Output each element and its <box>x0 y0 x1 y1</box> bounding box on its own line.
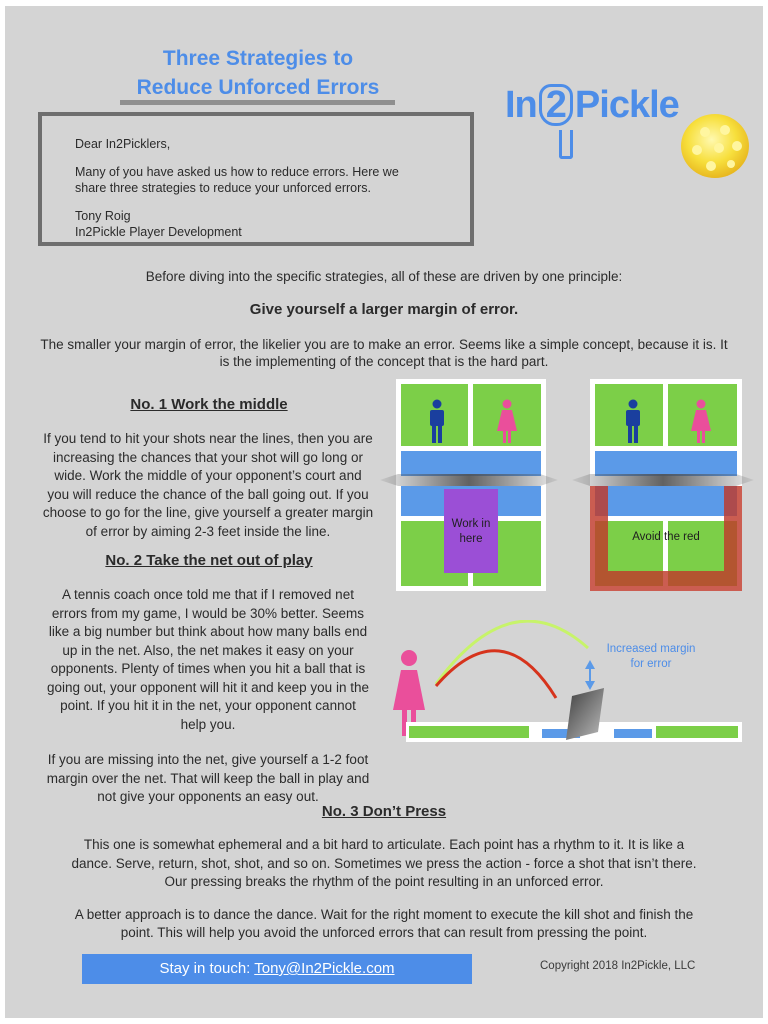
strategy-2-line: errors from my game, I would be 30% better. Seems <box>51 605 365 621</box>
page-title <box>100 44 416 102</box>
net-bar-right <box>572 474 754 486</box>
bad-shot-arc <box>436 651 556 698</box>
strategy-3-line: Our pressing breaks the rhythm of the point resulting in an unforced error. <box>164 874 604 889</box>
strategy-2-line: up in the net. Also, the net makes it easy on your <box>62 642 354 658</box>
strategy-2-line: help you. <box>180 716 236 732</box>
strategy-2-line: opponents. Plenty of times when you hit a ball that is <box>50 661 366 676</box>
logo-text-two: 2 <box>539 84 573 126</box>
strategy-3-heading: No. 3 Don’t Press <box>321 803 447 820</box>
letter-signature-name: Tony Roig <box>75 209 131 223</box>
strategy-1-line: choose to go for the line, give yourself a greater margin <box>42 505 374 520</box>
strategy-3-line: This one is somewhat ephemeral and a bit hard to articulate. Each point has a rhythm to it. It is like a <box>83 837 685 852</box>
target-zone-label-line-1: Work in <box>451 518 491 530</box>
strategy-1-line: of error by aiming 2-3 feet inside the line. <box>85 523 331 539</box>
title-line-2: Reduce Unforced Errors <box>136 76 380 99</box>
strategy-1-line: If you tend to hit your shots near the lines, then you are <box>43 431 373 446</box>
letter-body-line-2: share three strategies to reduce your unforced errors. <box>75 181 371 195</box>
paddle-handle-icon <box>559 130 573 159</box>
letter-box <box>38 112 474 246</box>
strategy-1-text <box>6 430 410 541</box>
title-line-1: Three Strategies to <box>162 47 354 70</box>
strategy-1-line: increasing the chances that your shot will go long or <box>53 449 363 465</box>
good-shot-arc <box>436 621 588 684</box>
male-player-icon <box>622 399 644 445</box>
strategy-3-line: A better approach is to dance the dance. Wait for the right moment to execute the kill shot and finish the <box>74 906 694 922</box>
net-side-icon <box>564 686 606 742</box>
male-player-icon <box>426 399 448 445</box>
logo-text-in: In <box>505 84 537 126</box>
female-player-icon <box>496 399 518 445</box>
principle-heading: Give yourself a larger margin of error. <box>249 301 519 318</box>
avoid-zone-baseline <box>608 571 724 591</box>
strategy-2-line: A tennis coach once told me that if I removed net <box>62 587 354 602</box>
strategy-3-line: dance. Serve, return, shot, shot, and so on. Sometimes we press the action - force a shot that isn’t there. <box>71 855 697 871</box>
margin-label-line-1: Increased margin <box>606 643 696 655</box>
strategy-2-text <box>6 586 410 807</box>
strategy-3-line: point. This will help you avoid the unforced errors that can result from pressing the point. <box>120 925 648 940</box>
letter-signature-title: In2Pickle Player Development <box>75 225 242 239</box>
margin-label-line-2: for error <box>630 658 672 670</box>
intro-explanation-line-1: The smaller your margin of error, the likelier you are to make an error. Seems like a simple concept, because it is. It <box>40 337 728 352</box>
strategy-1-line: wide. Work the middle of your opponent’s court and <box>54 468 362 483</box>
strategy-2-line: not give your opponents an easy out. <box>97 789 319 804</box>
net-margin-diagram <box>392 620 752 750</box>
margin-label <box>592 642 710 672</box>
letter-greeting: Dear In2Picklers, <box>75 137 171 151</box>
stay-in-touch-banner <box>82 954 472 984</box>
email-link[interactable]: Tony@In2Pickle.com <box>254 960 395 977</box>
strategy-2-line: like a big number but think about how many balls end <box>48 624 368 639</box>
strategy-1-line: you will reduce the chance of the ball going out. If you <box>47 486 369 502</box>
logo-wordmark <box>505 84 679 127</box>
logo-text-pickle: Pickle <box>574 84 679 126</box>
avoid-zone-label: Avoid the red <box>632 531 700 543</box>
female-player-icon <box>690 399 712 445</box>
net-bar-left <box>380 474 558 486</box>
pickleball-icon <box>675 110 751 180</box>
strategy-2-heading: No. 2 Take the net out of play <box>105 552 313 569</box>
in2pickle-logo <box>505 80 755 180</box>
net-bars <box>380 470 768 490</box>
intro-lead: Before diving into the specific strategies, all of these are driven by one principle: <box>145 269 623 284</box>
copyright-notice: Copyright 2018 In2Pickle, LLC <box>540 960 696 972</box>
letter-body-line-1: Many of you have asked us how to reduce errors. Here we <box>75 165 399 179</box>
intro-explanation-line-2: is the implementing of the concept that is the hard part. <box>219 354 549 369</box>
strategy-3-text <box>0 836 768 943</box>
strategy-2-line: margin over the net. That will keep the ball in play and <box>46 770 370 786</box>
strategy-2-line: If you are missing into the net, give yourself a 1-2 foot <box>47 752 369 767</box>
target-zone-label-line-2: here <box>459 533 483 545</box>
strategy-1-heading: No. 1 Work the middle <box>130 396 288 413</box>
strategy-2-line: point. If you hit it in the net, your opponent cannot <box>60 698 356 713</box>
title-underline <box>120 100 395 105</box>
target-zone-label <box>444 517 498 547</box>
stay-in-touch-label: Stay in touch: <box>159 960 255 977</box>
strategy-2-line: going out, your opponent will hit it and keep you in the <box>47 679 369 695</box>
